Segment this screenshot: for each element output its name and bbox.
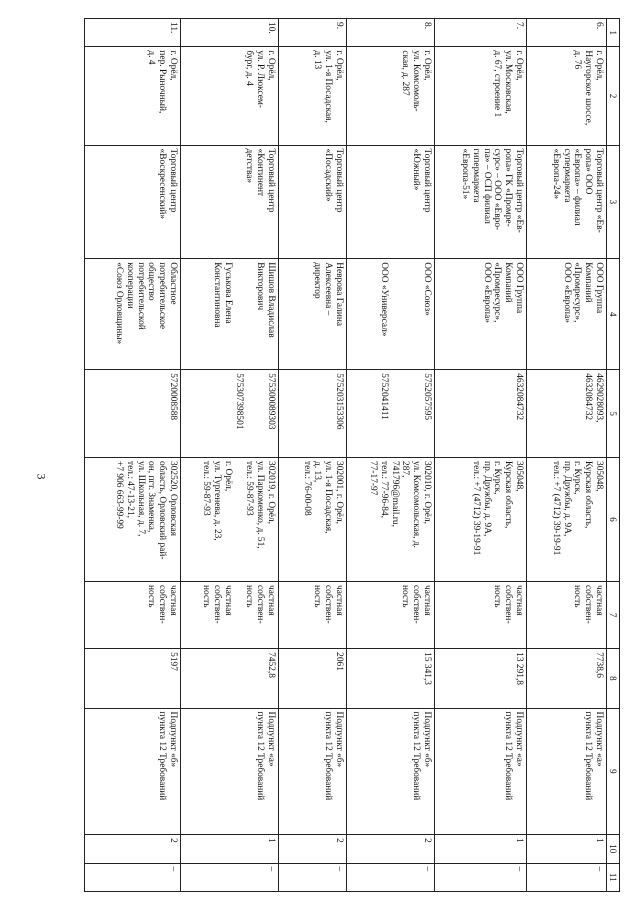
- rotated-table-scan: [76, 18, 620, 892]
- basis-cell: Подпункт «а» пункта 12 Требований: [180, 708, 278, 835]
- header-col-11: 11: [606, 863, 619, 892]
- row-number: 9.: [278, 19, 346, 47]
- ownership-cell: частная собствен- ность: [346, 582, 434, 649]
- header-col-5: 5: [606, 370, 619, 458]
- company-cell: Неврова Галина Алексеевна – директор: [278, 259, 346, 370]
- header-col-2: 2: [606, 47, 619, 145]
- note-cell: –: [84, 863, 180, 892]
- object-name-cell: Торговый центр «Посадский»: [278, 145, 346, 259]
- basis-cell: Подпункт «а» пункта 12 Требований: [526, 708, 606, 835]
- table-row: [434, 19, 526, 892]
- note-cell: –: [526, 863, 606, 892]
- address-cell: г. Орёл, ул. Московская, д. 67, строение 1: [434, 47, 526, 145]
- note-cell: –: [180, 863, 278, 892]
- table-row: [278, 19, 346, 892]
- inn-cell: 5752057595 5752041411: [346, 370, 434, 458]
- company-cell: ООО «Союз» ООО «Универсал»: [346, 259, 434, 370]
- header-col-3: 3: [606, 145, 619, 259]
- address-cell: г. Орёл, пер. Рыночный, д. 4: [84, 47, 180, 145]
- table-row: [180, 19, 278, 892]
- header-col-7: 7: [606, 582, 619, 649]
- address-cell: г. Орёл, ул. Комсомоль- ская, д. 287: [346, 47, 434, 145]
- header-col-8: 8: [606, 649, 619, 708]
- address-cell: г. Орёл, Наугорское шоссе, д. 76: [526, 47, 606, 145]
- category-cell: 2: [346, 835, 434, 863]
- header-col-10: 10: [606, 835, 619, 863]
- category-cell: 2: [278, 835, 346, 863]
- object-name-cell: Торговый центр «Континент детства»: [180, 145, 278, 259]
- area-cell: 2061: [278, 649, 346, 708]
- object-name-cell: Торговый центр «Воскресенский»: [84, 145, 180, 259]
- address-cell: г. Орёл, ул. 1-я Посадская, д. 13: [278, 47, 346, 145]
- ownership-cell: частная собствен- ность: [434, 582, 526, 649]
- ownership-cell: частная собствен- ность: [84, 582, 180, 649]
- area-cell: 7452,8: [180, 649, 278, 708]
- category-cell: 1: [526, 835, 606, 863]
- contacts-cell: 305048, Курская область, г. Курск, пр. Дружбы, д. 9А, тел.: +7 (4712) 39-19-91: [434, 458, 526, 582]
- category-cell: 2: [84, 835, 180, 863]
- shopping-centers-table: [84, 18, 620, 892]
- area-cell: 13 291,8: [434, 649, 526, 708]
- company-cell: Шишов Владислав Викторович Гуськова Елена Константиновна: [180, 259, 278, 370]
- category-cell: 1: [180, 835, 278, 863]
- contacts-cell: 302520, Орловская область, Орловский рай- он, пгт. Знаменка, ул. Школьная, д. 7, тел.: 47-13-21, +7 906 663-99-99: [84, 458, 180, 582]
- company-cell: Областное потребительское общество потребительской кооперации «Союз Орловщины»: [84, 259, 180, 370]
- area-cell: 15 341,3: [346, 649, 434, 708]
- basis-cell: Подпункт «а» пункта 12 Требований: [434, 708, 526, 835]
- table-row: [526, 19, 606, 892]
- header-col-1: 1: [606, 19, 619, 47]
- note-cell: –: [434, 863, 526, 892]
- category-cell: 1: [434, 835, 526, 863]
- row-number: 8.: [346, 19, 434, 47]
- company-cell: ООО Группа Компаний «Промресурс», ООО «Европа»: [434, 259, 526, 370]
- table-body: [84, 19, 606, 892]
- note-cell: –: [346, 863, 434, 892]
- contacts-cell: 302019, г. Орёл, ул. Паркоменко, д. 51, тел.: 59-87-93 г. Орёл, ул. Тургенева, д. 23, тел.: 59-87-93: [180, 458, 278, 582]
- row-number: 10.: [180, 19, 278, 47]
- page-number: 3: [34, 473, 49, 480]
- contacts-cell: 302010, г. Орёл, ул. Комсомольская, д. 287, 741796@mail.ru, тел.: 77-96-84, 77-17-97: [346, 458, 434, 582]
- inn-cell: 575203153306: [278, 370, 346, 458]
- table-row: [84, 19, 180, 892]
- company-cell: ООО Группа Компаний «Промресурс», ООО «Европа»: [526, 259, 606, 370]
- header-col-9: 9: [606, 708, 619, 835]
- inn-cell: 5720008588: [84, 370, 180, 458]
- inn-cell: 4629028093, 4632084732: [526, 370, 606, 458]
- table-row: [346, 19, 434, 892]
- header-col-6: 6: [606, 458, 619, 582]
- header-number-row: [606, 19, 619, 892]
- object-name-cell: Торговый центр «Ев- ропа» ГК «Промре- сурс» – ООО «Евро- па» – ОСП филиал гипермаркета «Европа-51»: [434, 145, 526, 259]
- ownership-cell: частная собствен- ность: [278, 582, 346, 649]
- basis-cell: Подпункт «б» пункта 12 Требований: [84, 708, 180, 835]
- row-number: 7.: [434, 19, 526, 47]
- inn-cell: 4632084732: [434, 370, 526, 458]
- header-col-4: 4: [606, 259, 619, 370]
- area-cell: 5197: [84, 649, 180, 708]
- inn-cell: 575300089303 575307398501: [180, 370, 278, 458]
- contacts-cell: 302001, г. Орёл, ул. 1-я Посадская, д. 13, тел.: 76-00-08: [278, 458, 346, 582]
- row-number: 11.: [84, 19, 180, 47]
- note-cell: –: [278, 863, 346, 892]
- ownership-cell: частная собствен- ность частная собствен- ность: [180, 582, 278, 649]
- object-name-cell: Торговый центр «Южный»: [346, 145, 434, 259]
- ownership-cell: частная собствен- ность: [526, 582, 606, 649]
- basis-cell: Подпункт «б» пункта 12 Требований: [278, 708, 346, 835]
- area-cell: 7738,6: [526, 649, 606, 708]
- row-number: 6.: [526, 19, 606, 47]
- object-name-cell: Торговый центр «Ев- ропа» ООО «Европа» – филиал супермаркета «Европа-24»: [526, 145, 606, 259]
- basis-cell: Подпункт «б» пункта 12 Требований: [346, 708, 434, 835]
- contacts-cell: 305048, Курская область, г. Курск, пр. Дружбы, д. 9А, тел.: +7 (4712) 39-19-91: [526, 458, 606, 582]
- address-cell: г. Орёл, ул. Р. Люксем- бург, д. 4: [180, 47, 278, 145]
